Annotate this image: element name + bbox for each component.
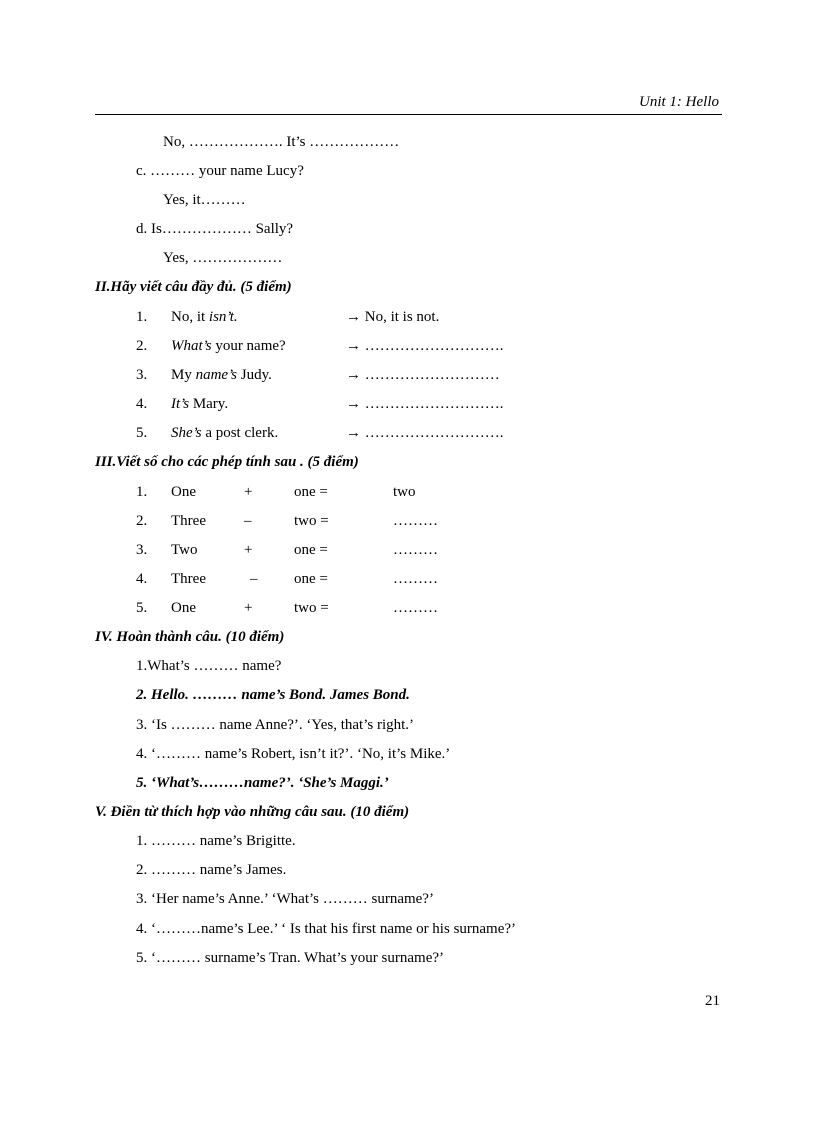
operator: + — [244, 600, 253, 616]
operand-a: One — [171, 484, 196, 500]
operand-b: two = — [294, 513, 329, 529]
sentence-text: Mary. — [189, 396, 229, 412]
sentence — [171, 366, 272, 384]
item-number: 5. — [136, 600, 148, 616]
sentence-text: a post clerk. — [201, 425, 279, 441]
item-number: 3. — [136, 542, 148, 558]
answer-text: ……………………… — [364, 367, 500, 383]
item-number: 1. — [136, 309, 148, 325]
sentence-italic: name’s — [195, 367, 237, 383]
item-number: 2. — [136, 338, 148, 354]
operator: + — [244, 484, 253, 500]
item-number: 4. — [136, 396, 148, 412]
sentence-item: 3. ‘Her name’s Anne.’ ‘What’s ……… surname?’ — [136, 891, 434, 907]
operator: – — [244, 513, 252, 529]
section-title-4: IV. Hoàn thành câu. (10 điểm) — [95, 629, 285, 645]
header-rule — [95, 114, 722, 115]
answer — [346, 395, 504, 413]
sentence-item: 3. ‘Is ……… name Anne?’. ‘Yes, that’s right.’ — [136, 717, 415, 733]
operand-b: one = — [294, 571, 328, 587]
result: two — [393, 484, 416, 500]
item-number: 5. — [136, 425, 148, 441]
arrow-right-icon: → — [346, 367, 361, 383]
operand-b: two = — [294, 600, 329, 616]
operand-a: Two — [171, 542, 198, 558]
answer — [346, 366, 500, 384]
sentence-text: No, it — [171, 309, 209, 325]
item-number: 4. — [136, 571, 148, 587]
sentence — [171, 308, 238, 326]
exercise-line-d: d. Is……………… Sally? — [136, 221, 294, 237]
sentence-text: Judy. — [236, 367, 272, 383]
sentence-item: 5. ‘What’s………name?’. ‘She’s Maggi.’ — [136, 775, 389, 791]
section-title-3: III.Viết số cho các phép tính sau . (5 điểm) — [95, 454, 359, 470]
sentence-item: 1.What’s ……… name? — [136, 658, 282, 674]
sentence-item: 4. ‘………name’s Lee.’ ‘ Is that his first name or his surname?’ — [136, 921, 517, 937]
answer-text: ………………………. — [364, 425, 504, 441]
answer-text: ………………………. — [364, 338, 504, 354]
arrow-right-icon: → — [346, 425, 361, 441]
sentence-italic: She’s — [171, 425, 202, 441]
sentence-item: 1. ……… name’s Brigitte. — [136, 833, 296, 849]
exercise-line-no: No, ………………. It’s ……………… — [163, 134, 400, 150]
result: ……… — [393, 600, 438, 616]
exercise-line-d-answer: Yes, ……………… — [163, 250, 283, 266]
page-number: 21 — [705, 993, 720, 1009]
answer — [346, 308, 439, 326]
result: ……… — [393, 513, 438, 529]
sentence-italic: isn’t. — [208, 309, 238, 325]
sentence-item: 5. ‘……… surname’s Tran. What’s your surname?’ — [136, 950, 445, 966]
sentence — [171, 424, 278, 442]
item-number: 3. — [136, 367, 148, 383]
operator: – — [250, 571, 258, 587]
sentence-item: 4. ‘……… name’s Robert, isn’t it?’. ‘No, it’s Mike.’ — [136, 746, 451, 762]
operand-a: Three — [171, 513, 206, 529]
operand-b: one = — [294, 542, 328, 558]
operator: + — [244, 542, 253, 558]
result: ……… — [393, 542, 438, 558]
answer-text: ………………………. — [364, 396, 504, 412]
sentence-item: 2. ……… name’s James. — [136, 862, 287, 878]
arrow-right-icon: → — [346, 309, 361, 325]
answer-text: No, it is not. — [364, 309, 440, 325]
sentence-item: 2. Hello. ……… name’s Bond. James Bond. — [136, 687, 410, 703]
arrow-right-icon: → — [346, 396, 361, 412]
sentence-italic: What’s — [171, 338, 212, 354]
result: ……… — [393, 571, 438, 587]
answer — [346, 424, 504, 442]
sentence-text: your name? — [211, 338, 286, 354]
sentence-text: My — [171, 367, 196, 383]
exercise-line-c: c. ……… your name Lucy? — [136, 163, 304, 179]
exercise-line-c-answer: Yes, it……… — [163, 192, 246, 208]
operand-b: one = — [294, 484, 328, 500]
sentence — [171, 337, 286, 355]
operand-a: One — [171, 600, 196, 616]
item-number: 2. — [136, 513, 148, 529]
answer — [346, 337, 504, 355]
sentence — [171, 395, 228, 413]
section-title-2: II.Hãy viết câu đầy đủ. (5 điểm) — [95, 279, 292, 295]
operand-a: Three — [171, 571, 206, 587]
sentence-italic: It’s — [171, 396, 190, 412]
item-number: 1. — [136, 484, 148, 500]
arrow-right-icon: → — [346, 338, 361, 354]
running-header: Unit 1: Hello — [639, 94, 719, 110]
section-title-5: V. Điền từ thích hợp vào những câu sau. (10 điểm) — [95, 804, 410, 820]
